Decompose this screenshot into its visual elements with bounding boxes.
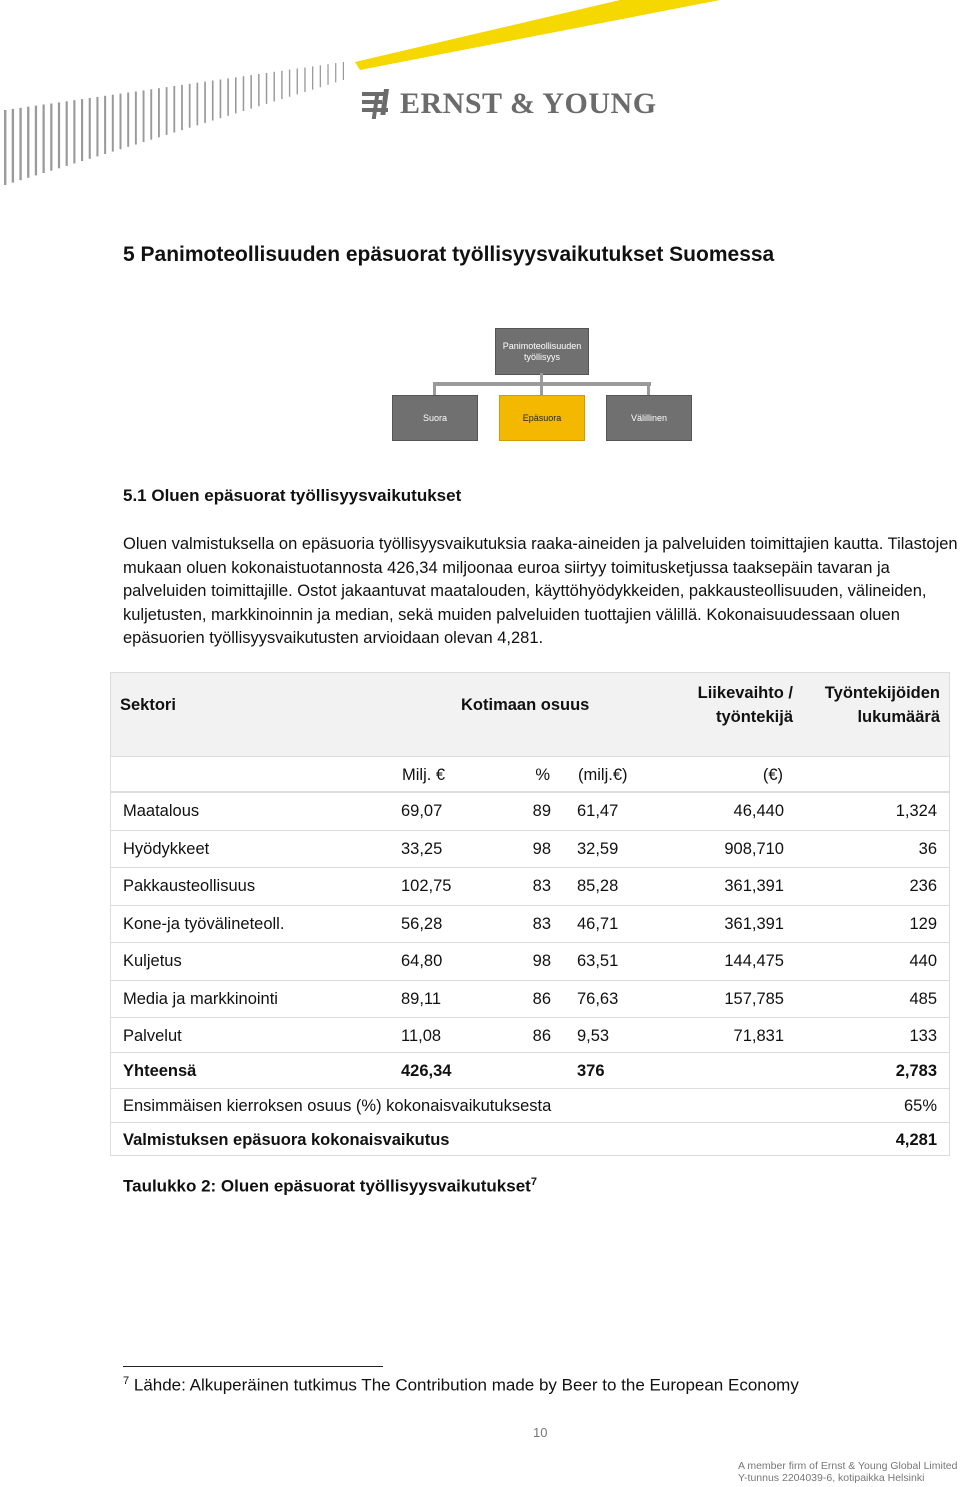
data-table (110, 672, 950, 1156)
total-label: Yhteensä (123, 1062, 197, 1080)
header-turnover (698, 681, 793, 729)
footer-line: Y-tunnus 2204039-6, kotipaikka Helsinki (738, 1472, 925, 1484)
indirect-total-row (110, 1122, 950, 1156)
row-value: 440 (909, 952, 937, 970)
header-sector: Sektori (120, 696, 176, 714)
row-value: 236 (909, 877, 937, 895)
header-stripe (243, 76, 245, 111)
header-stripe (235, 77, 237, 113)
diagram-root-label: Panimoteollisuuden työllisyys (502, 340, 582, 362)
header-stripe (89, 98, 91, 159)
logo-text: ERNST & YOUNG (400, 87, 657, 120)
header-stripe (66, 101, 68, 166)
table-row (110, 1017, 950, 1055)
row-value: 46,71 (577, 914, 619, 933)
header-stripe (43, 105, 45, 174)
total-value: 426,34 (401, 1062, 452, 1080)
row-value: 1,324 (895, 802, 937, 820)
logo-mark-icon (362, 89, 394, 119)
diagram-box-label: Välillinen (630, 412, 668, 423)
row-value: 485 (909, 989, 937, 1008)
header-employees-line: Työntekijöiden (824, 684, 940, 702)
total-row (110, 1052, 950, 1088)
header-stripe (12, 109, 14, 183)
first-round-label: Ensimmäisen kierroksen osuus (%) kokonaisvaikutuksesta (123, 1097, 552, 1115)
header-turnover-line: Liikevaihto / (697, 684, 793, 702)
row-value: 361,391 (724, 877, 784, 895)
page-title: 5 Panimoteollisuuden epäsuorat työllisyysvaikutukset Suomessa (123, 243, 775, 266)
table-row (110, 905, 950, 943)
diagram-box-suora (392, 395, 478, 441)
row-label: Palvelut (123, 1027, 182, 1045)
header-stripe (19, 108, 21, 180)
header-stripe (312, 66, 313, 89)
diagram-box-epasuora (499, 395, 585, 441)
section-heading: 5.1 Oluen epäsuorat työllisyysvaikutukset (123, 486, 462, 505)
units-row (110, 756, 950, 792)
row-label: Kone-ja työvälineteoll. (123, 914, 285, 933)
row-value: 98 (532, 839, 551, 858)
row-value: 61,47 (577, 802, 619, 820)
row-value: 133 (909, 1027, 937, 1045)
caption-text: Taulukko 2: Oluen epäsuorat työllisyysvaikutukset (123, 1176, 531, 1196)
footnote (123, 1375, 799, 1396)
header-stripe (281, 71, 282, 99)
header-stripe (120, 94, 122, 150)
page-number: 10 (533, 1425, 548, 1440)
table-header (110, 672, 950, 756)
row-value: 83 (532, 877, 551, 895)
header-stripe (266, 73, 267, 104)
row-value: 69,07 (401, 802, 443, 820)
row-label: Maatalous (123, 802, 200, 820)
header-stripe (189, 84, 191, 128)
diagram-box-valillinen (606, 395, 692, 441)
row-value: 36 (918, 839, 937, 858)
header-stripe (173, 86, 175, 133)
row-value: 102,75 (401, 877, 452, 895)
footnote-text: Lähde: Alkuperäinen tutkimus The Contribution made by Beer to the European Economy (133, 1375, 799, 1395)
diagram-root-box (495, 328, 589, 375)
ernst-young-logo (362, 86, 657, 122)
yellow-swoosh (355, 0, 720, 70)
header-stripe (250, 75, 252, 109)
header-stripe (4, 110, 6, 185)
table-row (110, 792, 950, 830)
connector (647, 382, 650, 396)
header-employees-line: lukumäärä (857, 708, 940, 726)
page-footer (738, 1460, 957, 1484)
header-stripe (166, 87, 168, 135)
row-value: 144,475 (724, 952, 784, 970)
header-stripe (289, 70, 290, 97)
row-value: 32,59 (577, 839, 619, 858)
header-stripe (327, 64, 328, 85)
unit-cell: (€) (762, 766, 783, 784)
row-value: 9,53 (577, 1027, 610, 1045)
footer-line: A member firm of Ernst & Young Global Limited (738, 1460, 958, 1472)
header-employees (825, 681, 940, 729)
table-row (110, 980, 950, 1018)
row-value: 56,28 (401, 914, 443, 933)
header-stripe (274, 72, 275, 102)
unit-cell: % (535, 766, 550, 784)
first-round-row (110, 1088, 950, 1122)
header-turnover-line: työntekijä (715, 708, 793, 726)
table-row (110, 942, 950, 980)
row-value: 89 (532, 802, 551, 820)
indirect-total-value: 4,281 (895, 1131, 937, 1149)
row-value: 64,80 (401, 952, 443, 970)
row-value: 71,831 (733, 1027, 784, 1045)
header-stripe (50, 104, 52, 171)
row-value: 157,785 (724, 989, 784, 1008)
header-stripe (197, 83, 199, 126)
connector (540, 382, 543, 396)
header-stripe (320, 65, 321, 87)
header-stripe (304, 68, 305, 93)
row-value: 86 (532, 1027, 551, 1045)
header-stripe (227, 78, 229, 115)
header-stripe (112, 95, 114, 152)
row-value: 76,63 (577, 989, 619, 1008)
table-row (110, 867, 950, 905)
header-stripe (58, 102, 60, 168)
row-label: Kuljetus (123, 952, 182, 970)
header-stripe (220, 80, 222, 119)
header-stripe (81, 99, 83, 161)
row-value: 63,51 (577, 952, 619, 970)
indirect-total-label: Valmistuksen epäsuora kokonaisvaikutus (123, 1131, 450, 1149)
row-value: 129 (909, 914, 937, 933)
footnote-rule (123, 1366, 383, 1367)
header-stripe (212, 81, 214, 121)
diagram-box-label: Epäsuora (522, 412, 562, 423)
unit-cell: (milj.€) (578, 766, 628, 784)
row-value: 98 (532, 952, 551, 970)
row-value: 361,391 (724, 914, 784, 933)
total-value: 376 (577, 1062, 605, 1080)
row-value: 908,710 (724, 839, 784, 858)
row-label: Media ja markkinointi (123, 989, 278, 1008)
row-value: 46,440 (733, 802, 784, 820)
header-stripe (297, 69, 298, 95)
row-value: 86 (532, 989, 551, 1008)
header-stripe (335, 63, 336, 82)
header-stripe (204, 82, 206, 123)
header-domestic: Kotimaan osuus (461, 696, 590, 714)
header-stripe (143, 90, 145, 142)
footnote-number: 7 (123, 1375, 130, 1387)
header-stripe (150, 89, 152, 139)
connector (433, 382, 436, 396)
row-value: 89,11 (401, 989, 442, 1008)
body-paragraph: Oluen valmistuksella on epäsuoria työllisyysvaikutuksia raaka-aineiden ja palveluiden toimittajien kautta. Tilastojen mukaan oluen kokonaistuotannosta 426,34 miljoonaa euroa siirtyy toimitusketjussa taaksepäin tavaran ja palveluiden toimittajille. Ostot jakaantuvat maatalouden, käyttöhyödykkeiden, pakkausteollisuuden, välineiden, kuljetusten, markkinoinnin ja median, sekä muiden palveluiden tuottajien välillä. Kokonaisuudessaan oluen epäsuorien työllisyysvaikutusten arvioidaan olevan 4,281. (123, 535, 958, 647)
caption-sup: 7 (530, 1176, 537, 1188)
header-stripe (104, 96, 106, 154)
row-value: 85,28 (577, 877, 619, 895)
header-stripe (181, 85, 183, 130)
row-value: 11,08 (401, 1027, 442, 1045)
table-caption (123, 1176, 537, 1197)
header-stripe (158, 88, 160, 137)
total-value: 2,783 (895, 1062, 937, 1080)
row-value: 33,25 (401, 839, 443, 858)
row-label: Pakkausteollisuus (123, 877, 256, 895)
header-stripe (343, 62, 344, 80)
row-value: 83 (532, 914, 551, 933)
header-stripe (96, 97, 98, 156)
row-label: Hyödykkeet (123, 839, 210, 858)
first-round-value: 65% (903, 1097, 937, 1115)
header-stripe (258, 74, 260, 106)
header-stripe (27, 107, 29, 178)
header-stripe (35, 106, 37, 176)
header-stripe (127, 93, 129, 147)
header-stripes (4, 62, 344, 185)
header-stripe (135, 92, 137, 145)
table-row (110, 830, 950, 868)
unit-cell: Milj. € (402, 766, 446, 784)
diagram-box-label: Suora (422, 412, 448, 423)
header-stripe (73, 100, 75, 163)
